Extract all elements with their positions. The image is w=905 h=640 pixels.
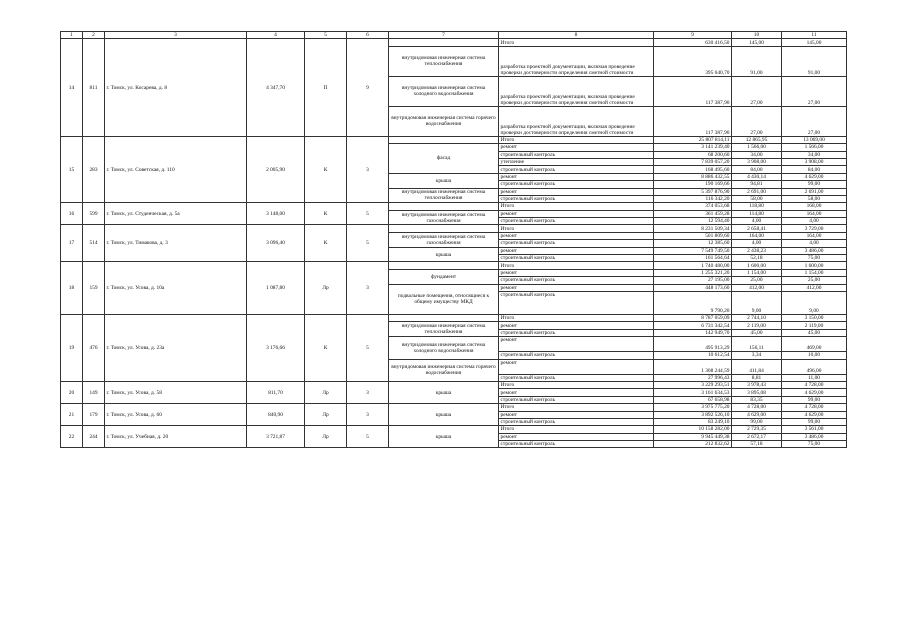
house-code: 244	[83, 426, 105, 448]
work-label: строительный контроль	[499, 195, 654, 202]
cost-per-m2: 2 119,00	[732, 322, 782, 329]
area: 811,70	[247, 381, 305, 403]
house-code: 159	[83, 262, 105, 315]
work-type: внутридомовая инженерная система теплоснабжения	[389, 188, 499, 203]
cost-per-m2: 114,80	[732, 210, 782, 217]
row-number: 18	[61, 262, 83, 315]
cost-limit: 9,00	[782, 291, 847, 314]
cost-limit: 4 629,00	[782, 389, 847, 396]
house-code: 599	[83, 203, 105, 225]
work-type-empty	[389, 314, 499, 321]
cost-total: 630 416,50	[654, 39, 732, 46]
document-table-sheet	[60, 31, 846, 448]
cost-limit: 99,00	[782, 181, 847, 188]
cost-limit: 4 728,00	[782, 404, 847, 411]
work-label: ремонт	[499, 210, 654, 217]
cost-total: 1 740 480,00	[654, 262, 732, 269]
wall-material: К	[305, 203, 347, 225]
work-label: строительный контроль	[499, 329, 654, 336]
cost-total: 361 459,28	[654, 210, 732, 217]
cost-per-m2: 25,00	[732, 277, 782, 284]
cost-total: 117 387,90	[654, 106, 732, 136]
cost-total: 7 839 057,20	[654, 158, 732, 165]
cost-total: 8 886 432,55	[654, 173, 732, 180]
address: г. Томск, ул. Усова, д. 58	[105, 381, 247, 403]
work-label: строительный контроль	[499, 255, 654, 262]
work-label: разработка проектной документации, включая проведение проверки достоверности определения сметной стоимости	[499, 46, 654, 76]
work-label: Итого	[499, 262, 654, 269]
cost-per-m2: 118,80	[732, 203, 782, 210]
cost-limit: 10,00	[782, 352, 847, 359]
work-label: ремонт	[499, 359, 654, 374]
work-label: Итого	[499, 381, 654, 388]
table-row	[61, 39, 847, 46]
work-label: ремонт	[499, 144, 654, 151]
area: 2 005,90	[247, 136, 305, 203]
cost-limit: 3 561,00	[782, 426, 847, 433]
capital-repair-table	[60, 31, 847, 448]
cost-per-m2: 1 154,00	[732, 269, 782, 276]
cost-limit: 99,00	[782, 418, 847, 425]
header-cell: 7	[389, 32, 499, 39]
work-label: строительный контроль	[499, 441, 654, 448]
work-label: строительный контроль	[499, 418, 654, 425]
floors: 5	[347, 203, 389, 225]
wall-material: Лр	[305, 381, 347, 403]
work-label: строительный контроль	[499, 396, 654, 403]
table-row	[61, 225, 847, 232]
cost-limit: 27,00	[782, 106, 847, 136]
work-label: ремонт	[499, 284, 654, 291]
area: 840,90	[247, 404, 305, 426]
cost-per-m2: 2 744,10	[732, 314, 782, 321]
work-type: крыша	[389, 404, 499, 426]
work-type: фундамент	[389, 269, 499, 284]
work-label: Итого	[499, 203, 654, 210]
floors: 5	[347, 314, 389, 381]
table-row	[61, 404, 847, 411]
work-label: ремонт	[499, 188, 654, 195]
cost-limit: 4 629,00	[782, 411, 847, 418]
work-label: строительный контроль	[499, 352, 654, 359]
work-label: ремонт	[499, 322, 654, 329]
cost-limit: 4,00	[782, 218, 847, 225]
house-code: 283	[83, 136, 105, 203]
cost-per-m2: 2 729,35	[732, 426, 782, 433]
cost-total: 10 612,54	[654, 352, 732, 359]
cost-total: 3 229 293,51	[654, 381, 732, 388]
cost-total: 501 809,60	[654, 232, 732, 239]
cost-total: 10 158 282,00	[654, 426, 732, 433]
cost-limit: 25,00	[782, 277, 847, 284]
row-number: 20	[61, 381, 83, 403]
work-label: Итого	[499, 39, 654, 46]
row-number: 21	[61, 404, 83, 426]
row-number: 22	[61, 426, 83, 448]
work-type: внутридомовая инженерная система теплоснабжения	[389, 46, 499, 76]
wall-material: П	[305, 39, 347, 136]
cost-total: 142 949,70	[654, 329, 732, 336]
cost-total: 27 996,43	[654, 374, 732, 381]
work-label: Итого	[499, 314, 654, 321]
cost-total: 8 231 509,34	[654, 225, 732, 232]
work-type: внутридомовая инженерная система газоснабжения	[389, 232, 499, 247]
work-label: строительный контроль	[499, 240, 654, 247]
work-type: крыша	[389, 173, 499, 188]
work-label: ремонт	[499, 389, 654, 396]
cost-per-m2: 57,18	[732, 441, 782, 448]
header-cell: 10	[732, 32, 782, 39]
area: 4 347,70	[247, 39, 305, 136]
cost-per-m2: 8,81	[732, 374, 782, 381]
address: г. Томск, ул. Косарева, д. 8	[105, 39, 247, 136]
cost-limit: 91,00	[782, 46, 847, 76]
cost-total: 7 549 749,50	[654, 247, 732, 254]
area: 3 721,87	[247, 426, 305, 448]
cost-per-m2: 2 691,00	[732, 188, 782, 195]
cost-per-m2: 2 658,41	[732, 225, 782, 232]
work-type: внутридомовая инженерная система теплоснабжения	[389, 322, 499, 337]
table-row	[61, 203, 847, 210]
cost-limit: 99,00	[782, 396, 847, 403]
work-type-empty	[389, 39, 499, 46]
work-type: внутридомовая инженерная система холодного водоснабжения	[389, 76, 499, 106]
cost-limit: 34,00	[782, 151, 847, 158]
cost-limit: 4,00	[782, 240, 847, 247]
address: г. Томск, ул. Советская, д. 110	[105, 136, 247, 203]
wall-material: К	[305, 314, 347, 381]
cost-total: 168 495,60	[654, 166, 732, 173]
cost-limit: 164,00	[782, 232, 847, 239]
floors: 3	[347, 136, 389, 203]
house-code: 179	[83, 404, 105, 426]
wall-material: Лр	[305, 262, 347, 315]
work-type: внутридомовая инженерная система горячего водоснабжения	[389, 106, 499, 136]
work-type: крыша	[389, 247, 499, 262]
cost-total: 190 169,66	[654, 181, 732, 188]
cost-total: 116 342,20	[654, 195, 732, 202]
work-label: утепление	[499, 158, 654, 165]
cost-per-m2: 411,84	[732, 359, 782, 374]
cost-total: 117 387,90	[654, 76, 732, 106]
cost-per-m2: 52,18	[732, 255, 782, 262]
cost-limit: 1 600,00	[782, 262, 847, 269]
cost-total: 83 249,10	[654, 418, 732, 425]
cost-total: 1 255 321,20	[654, 269, 732, 276]
floors: 3	[347, 262, 389, 315]
header-cell: 9	[654, 32, 732, 39]
cost-total: 9 945 449,38	[654, 433, 732, 440]
row-number: 14	[61, 39, 83, 136]
cost-per-m2: 1 600,00	[732, 262, 782, 269]
cost-per-m2: 45,00	[732, 329, 782, 336]
cost-total: 8 787 059,09	[654, 314, 732, 321]
cost-limit: 3 729,00	[782, 225, 847, 232]
cost-total: 161 564,64	[654, 255, 732, 262]
cost-per-m2: 34,00	[732, 151, 782, 158]
cost-limit: 164,00	[782, 210, 847, 217]
work-label: ремонт	[499, 337, 654, 352]
cost-per-m2: 3 908,00	[732, 158, 782, 165]
header-cell: 4	[247, 32, 305, 39]
cost-limit: 13 069,00	[782, 136, 847, 143]
cost-limit: 75,00	[782, 441, 847, 448]
address: г. Томск, ул. Усова, д. 10а	[105, 262, 247, 315]
cost-total: 27 195,00	[654, 277, 732, 284]
house-code: 149	[83, 381, 105, 403]
wall-material: К	[305, 225, 347, 262]
cost-limit: 4 728,00	[782, 381, 847, 388]
cost-per-m2: 12 865,95	[732, 136, 782, 143]
address: г. Томск, ул. Усова, д. 60	[105, 404, 247, 426]
work-label: Итого	[499, 426, 654, 433]
area: 3 096,40	[247, 225, 305, 262]
work-label: Итого	[499, 404, 654, 411]
cost-total: 12 385,60	[654, 240, 732, 247]
cost-limit: 84,00	[782, 166, 847, 173]
address: г. Томск, ул. Учебная, д. 20	[105, 426, 247, 448]
cost-limit: 3 486,00	[782, 433, 847, 440]
header-cell: 2	[83, 32, 105, 39]
work-label: разработка проектной документации, включая проведение проверки достоверности определения сметной стоимости	[499, 106, 654, 136]
work-label: строительный контроль	[499, 291, 654, 314]
cost-total: 6 731 342,54	[654, 322, 732, 329]
row-number: 16	[61, 203, 83, 225]
cost-limit: 11,00	[782, 374, 847, 381]
work-label: строительный контроль	[499, 218, 654, 225]
cost-limit: 1 566,00	[782, 144, 847, 151]
cost-per-m2: 164,00	[732, 232, 782, 239]
area: 3 148,00	[247, 203, 305, 225]
cost-per-m2: 3 978,43	[732, 381, 782, 388]
cost-limit: 3 908,00	[782, 158, 847, 165]
cost-total: 212 832,62	[654, 441, 732, 448]
cost-limit: 469,00	[782, 337, 847, 352]
address: г. Томск, ул. Усова, д. 23а	[105, 314, 247, 381]
work-type-empty	[389, 225, 499, 232]
work-label: ремонт	[499, 433, 654, 440]
work-type: внутридомовая инженерная система горячего водоснабжения	[389, 359, 499, 381]
cost-total: 3 975 775,20	[654, 404, 732, 411]
work-type-empty	[389, 136, 499, 143]
work-type: внутридомовая инженерная система холодного водоснабжения	[389, 337, 499, 359]
cost-total: 395 640,70	[654, 46, 732, 76]
house-code: 476	[83, 314, 105, 381]
cost-per-m2: 58,00	[732, 195, 782, 202]
cost-limit: 412,00	[782, 284, 847, 291]
cost-limit: 496,00	[782, 359, 847, 374]
work-label: ремонт	[499, 173, 654, 180]
table-row	[61, 262, 847, 269]
cost-per-m2: 412,00	[732, 284, 782, 291]
cost-per-m2: 3,34	[732, 352, 782, 359]
header-cell: 1	[61, 32, 83, 39]
cost-limit: 2 691,00	[782, 188, 847, 195]
work-label: Итого	[499, 136, 654, 143]
floors: 3	[347, 381, 389, 403]
cost-total: 374 053,68	[654, 203, 732, 210]
cost-total: 1 308 244,59	[654, 359, 732, 374]
cost-total: 12 594,40	[654, 218, 732, 225]
wall-material: К	[305, 136, 347, 203]
cost-total: 68 200,60	[654, 151, 732, 158]
cost-limit: 58,00	[782, 195, 847, 202]
work-label: Итого	[499, 225, 654, 232]
cost-total: 5 397 876,90	[654, 188, 732, 195]
cost-limit: 3 486,00	[782, 247, 847, 254]
cost-per-m2: 94,81	[732, 181, 782, 188]
floors: 9	[347, 39, 389, 136]
cost-total: 3 141 239,40	[654, 144, 732, 151]
address: г. Томск, ул. Студенческая, д. 5а	[105, 203, 247, 225]
work-type: крыша	[389, 426, 499, 448]
cost-limit: 1 154,00	[782, 269, 847, 276]
cost-total: 9 790,20	[654, 291, 732, 314]
area: 1 087,80	[247, 262, 305, 315]
house-code: 514	[83, 225, 105, 262]
cost-per-m2: 2 672,17	[732, 433, 782, 440]
cost-per-m2: 4,00	[732, 218, 782, 225]
header-cell: 5	[305, 32, 347, 39]
cost-total: 3 161 634,53	[654, 389, 732, 396]
wall-material: Лр	[305, 426, 347, 448]
work-label: строительный контроль	[499, 166, 654, 173]
column-number-header	[61, 32, 847, 39]
cost-limit: 3 150,00	[782, 314, 847, 321]
table-row	[61, 136, 847, 143]
cost-limit: 145,00	[782, 39, 847, 46]
cost-limit: 4 629,00	[782, 173, 847, 180]
cost-total: 67 658,98	[654, 396, 732, 403]
work-type: внутридомовая инженерная система газоснабжения	[389, 210, 499, 225]
work-label: ремонт	[499, 232, 654, 239]
cost-per-m2: 9,00	[732, 291, 782, 314]
cost-per-m2: 27,00	[732, 76, 782, 106]
cost-total: 495 913,29	[654, 337, 732, 352]
work-label: строительный контроль	[499, 374, 654, 381]
house-code: 811	[83, 39, 105, 136]
work-type: крыша	[389, 381, 499, 403]
table-row	[61, 381, 847, 388]
cost-per-m2: 91,00	[732, 46, 782, 76]
cost-limit: 75,00	[782, 255, 847, 262]
header-cell: 3	[105, 32, 247, 39]
cost-per-m2: 3 895,08	[732, 389, 782, 396]
row-number: 15	[61, 136, 83, 203]
table-row	[61, 314, 847, 321]
header-cell: 11	[782, 32, 847, 39]
cost-per-m2: 2 438,23	[732, 247, 782, 254]
cost-per-m2: 4 728,00	[732, 404, 782, 411]
cost-per-m2: 4 629,00	[732, 411, 782, 418]
work-label: ремонт	[499, 269, 654, 276]
cost-per-m2: 156,11	[732, 337, 782, 352]
row-number: 19	[61, 314, 83, 381]
cost-per-m2: 4,00	[732, 240, 782, 247]
work-type: фасад	[389, 144, 499, 174]
work-label: ремонт	[499, 247, 654, 254]
cost-per-m2: 27,00	[732, 106, 782, 136]
area: 3 176,66	[247, 314, 305, 381]
cost-per-m2: 99,00	[732, 418, 782, 425]
cost-per-m2: 145,00	[732, 39, 782, 46]
floors: 5	[347, 225, 389, 262]
work-type-empty	[389, 203, 499, 210]
work-label: строительный контроль	[499, 151, 654, 158]
floors: 5	[347, 426, 389, 448]
floors: 3	[347, 404, 389, 426]
row-number: 17	[61, 225, 83, 262]
table-row	[61, 426, 847, 433]
cost-total: 448 173,60	[654, 284, 732, 291]
work-label: строительный контроль	[499, 277, 654, 284]
cost-total: 3 892 526,10	[654, 411, 732, 418]
cost-total: 25 807 814,11	[654, 136, 732, 143]
cost-per-m2: 83,35	[732, 396, 782, 403]
cost-per-m2: 84,00	[732, 166, 782, 173]
cost-per-m2: 4 430,14	[732, 173, 782, 180]
cost-limit: 2 119,00	[782, 322, 847, 329]
work-label: разработка проектной документации, включая проведение проверки достоверности определения сметной стоимости	[499, 76, 654, 106]
work-label: строительный контроль	[499, 181, 654, 188]
cost-limit: 168,00	[782, 203, 847, 210]
cost-limit: 45,00	[782, 329, 847, 336]
work-type: подвальные помещения, относящиеся к общему имуществу МКД	[389, 284, 499, 314]
cost-per-m2: 1 566,00	[732, 144, 782, 151]
work-label: ремонт	[499, 411, 654, 418]
work-type-empty	[389, 262, 499, 269]
header-cell: 6	[347, 32, 389, 39]
cost-limit: 27,00	[782, 76, 847, 106]
wall-material: Лр	[305, 404, 347, 426]
header-cell: 8	[499, 32, 654, 39]
address: г. Томск, ул. Тимакова, д. 3	[105, 225, 247, 262]
